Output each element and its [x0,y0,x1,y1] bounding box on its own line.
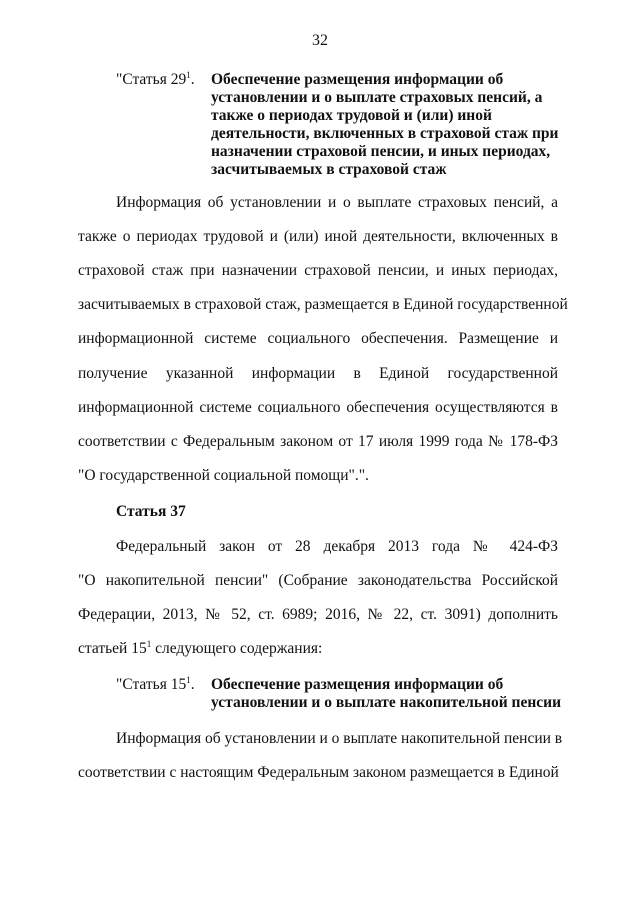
paragraph-line: засчитываемых в страховой стаж, размещается в Единой государственной [78,296,568,313]
paragraph-line: Федерации, 2013, № 52, ст. 6989; 2016, № 22, ст. 3091) дополнить [78,606,558,623]
paragraph-line: "О государственной социальной помощи".". [78,467,369,484]
article-15-1-label: "Статья $15^1$. [116,675,195,693]
paragraph-line: информационной системе социального обеспечения осуществляются в [78,399,558,416]
paragraph-line: соответствии с Федеральным законом от 17 июля 1999 года № 178-ФЗ [78,433,558,450]
article-15-1-title: Обеспечение размещения информации об установлении и о выплате накопительной пенсии [211,676,562,711]
paragraph-line: Информация об установлении и о выплате страховых пенсий, а [116,194,558,211]
page-number: 32 [312,32,328,49]
paragraph-line: соответствии с настоящим Федеральным законом размещается в Единой [78,764,559,781]
paragraph-line: "О накопительной пенсии" (Собрание законодательства Российской [78,572,558,589]
article-29-1-label: "Статья $29^1$. [116,70,195,88]
paragraph-line: Федеральный закон от 28 декабря 2013 года № 424-ФЗ [116,538,558,555]
paragraph-line: также о периодах трудовой и (или) иной деятельности, включенных в [78,228,558,245]
paragraph-line: получение указанной информации в Единой государственной [78,365,558,382]
article-37-heading: Статья 37 [116,503,186,520]
paragraph-line: информационной системе социального обеспечения. Размещение и [78,330,558,347]
paragraph-line: страховой стаж при назначении страховой пенсии, и иных периодах, [78,262,558,279]
article-29-1-title: Обеспечение размещения информации об установлении и о выплате страховых пенсий, а также о периодах трудовой и (или) иной деятельности, включенных в страховой стаж при назначении страховой пенсии, и иных периодах, засчитываемых в страховой стаж [211,71,559,178]
paragraph-line: статьей $15^1$ следующего содержания: [78,639,323,657]
paragraph-line: Информация об установлении и о выплате накопительной пенсии в [116,730,563,747]
